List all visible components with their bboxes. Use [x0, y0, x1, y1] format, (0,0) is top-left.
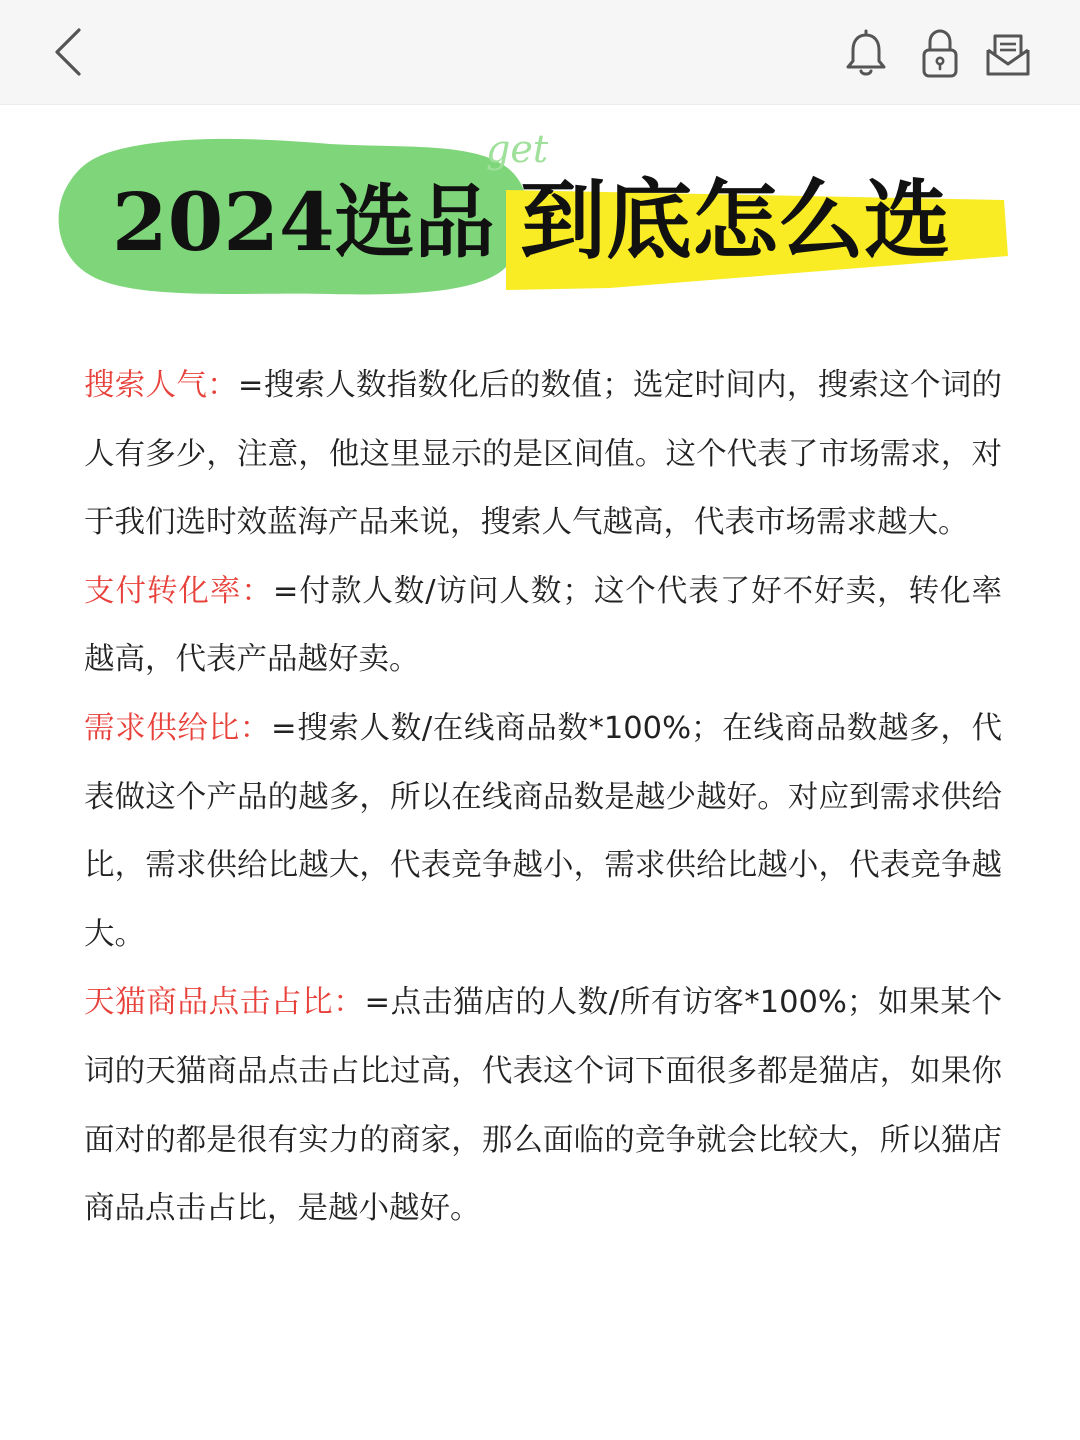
lock-button[interactable] — [916, 28, 964, 80]
section-search-popularity — [84, 352, 1002, 558]
article-body — [84, 352, 1002, 1244]
term-label: 天猫商品点击占比： — [84, 985, 365, 1021]
section-demand-supply-ratio — [84, 695, 1002, 969]
back-button[interactable] — [40, 22, 96, 82]
title-part1: 2024选品 — [112, 175, 495, 269]
lock-icon — [920, 28, 960, 80]
title-part2: 到底怎么选 — [520, 170, 950, 271]
term-label: 搜索人气： — [84, 368, 238, 403]
term-description: =点击猫店的人数/所有访客*100%；如果某个词的天猫商品点击占比过高，代表这个词下面很多都是猫店，如果你面对的都是很有实力的商家，那么面临的竞争就会比较大，所以猫店商品点击占比，是越小越好。 — [84, 985, 1003, 1227]
section-payment-conversion — [84, 558, 1002, 695]
get-label: get — [486, 127, 549, 171]
bell-icon — [844, 29, 888, 79]
term-description: =搜索人数/在线商品数*100%；在线商品数越多，代表做这个产品的越多，所以在线商品数是越少越好。对应到需求供给比，需求供给比越大，代表竞争越小，需求供给比越小，代表竞争越大。 — [84, 710, 1003, 952]
hero-title — [0, 104, 1080, 334]
term-description: =搜索人数指数化后的数值；选定时间内，搜索这个词的人有多少，注意，他这里显示的是区间值。这个代表了市场需求，对于我们选时效蓝海产品来说，搜索人气越高，代表市场需求越大。 — [84, 368, 1002, 541]
message-button[interactable] — [984, 28, 1032, 80]
mail-icon — [985, 30, 1031, 78]
term-label: 需求供给比： — [84, 710, 271, 746]
term-label: 支付转化率： — [84, 573, 273, 609]
notification-button[interactable] — [842, 28, 890, 80]
top-bar — [0, 0, 1080, 105]
term-description: =付款人数/访问人数；这个代表了好不好卖，转化率越高，代表产品越好卖。 — [84, 573, 1002, 678]
chevron-left-icon — [51, 26, 85, 78]
section-tmall-click-share — [84, 969, 1002, 1243]
